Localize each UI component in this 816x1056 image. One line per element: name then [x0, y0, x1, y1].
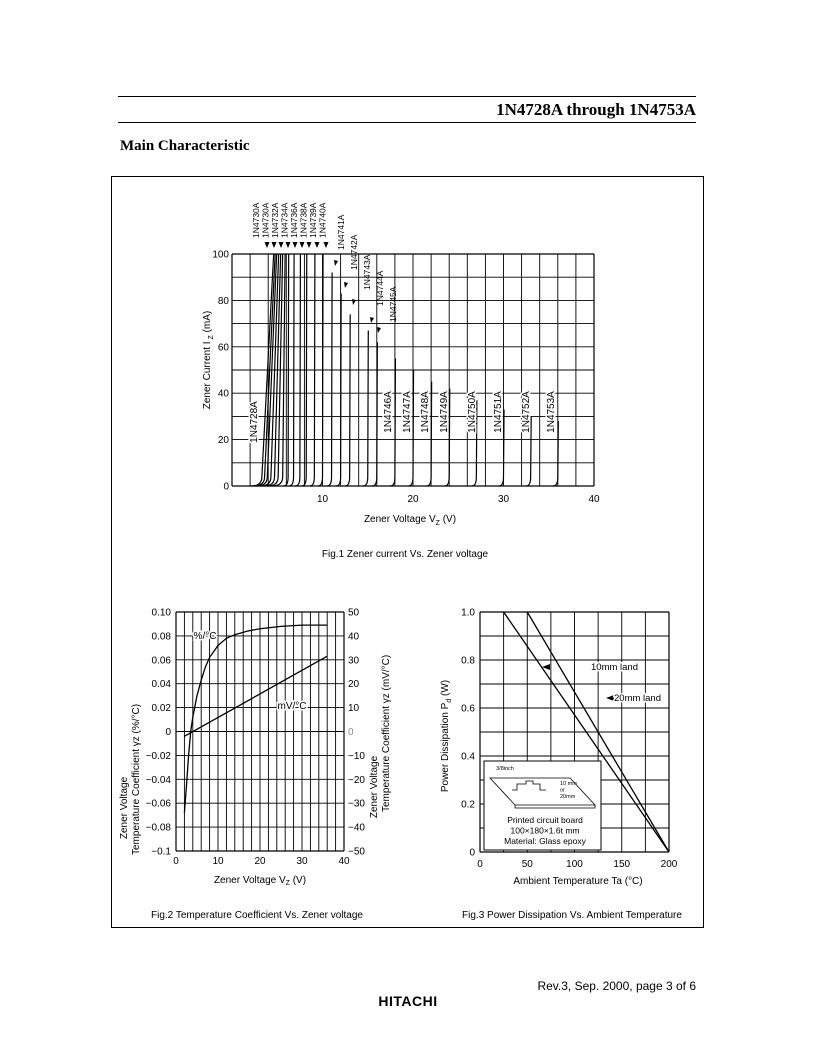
inset-text: 100×180×1.6t mm	[510, 825, 580, 836]
x-tick-label: 50	[521, 859, 533, 870]
x-axis-title-unit: (V)	[289, 875, 307, 886]
x-tick-label: 150	[613, 859, 631, 870]
arrow-marker-icon	[300, 242, 305, 248]
device-label: 1N4746A	[383, 391, 394, 433]
arrow-marker-icon	[307, 242, 312, 248]
y-left-tick-label: −0.1	[151, 846, 171, 858]
arrow-marker-icon	[293, 242, 298, 248]
y-right-tick-label: −10	[348, 750, 365, 762]
y-axis-title	[440, 680, 453, 792]
zener-curve-1N4743A	[345, 314, 350, 486]
x-axis-title	[214, 875, 306, 887]
x-tick-label: 20	[254, 856, 266, 867]
inset-dim-side: or	[560, 787, 565, 794]
device-label: 1N4745A	[388, 286, 398, 322]
y-right-tick-label: −50	[348, 846, 365, 858]
device-label: 1N4739A	[308, 202, 318, 238]
series-label-10mm: 10mm land	[591, 662, 638, 673]
y-left-tick-label: −0.06	[145, 798, 171, 810]
device-label: 1N4749A	[439, 391, 450, 433]
inset-dim-top: 3/8inch	[496, 766, 514, 772]
y-axis-title-main: Zener Current I	[202, 341, 213, 410]
device-label: 1N4742A	[349, 234, 359, 270]
y-left-tick-label: 0	[165, 727, 171, 738]
arrow-marker-icon	[265, 242, 270, 248]
y-left-tick-label: −0.04	[145, 774, 171, 786]
y-tick-label: 20	[217, 435, 229, 447]
series-label-mv: mV/°C	[277, 701, 307, 712]
fig2-temperature-coefficient-chart	[119, 608, 392, 922]
y-tick-label: 80	[217, 295, 229, 307]
fig1-zener-current-chart	[202, 202, 600, 560]
inset-dim-side: 10 mm	[560, 781, 577, 787]
series-label-percent: %/°C	[193, 631, 217, 642]
y-axis-title-sub: d	[446, 698, 453, 703]
y-axis-title-unit: (mA)	[202, 310, 213, 336]
y-right-tick-label: −20	[348, 774, 365, 786]
y-left-tick-label: 0.06	[151, 655, 171, 667]
y-right-tick-label: 40	[348, 631, 360, 643]
arrow-marker-icon	[272, 242, 277, 248]
series-line-percent	[184, 625, 327, 813]
y-axis-title-sub: Z	[208, 335, 215, 342]
y-tick-label: 0	[223, 481, 229, 493]
device-label: 1N4730A	[260, 202, 271, 238]
y-right-tick-label: 30	[348, 655, 360, 667]
x-tick-label: 0	[173, 856, 179, 867]
series-label-20mm: 20mm land	[614, 693, 661, 704]
arrow-marker-icon	[352, 299, 356, 305]
y-left-tick-label: 0.08	[151, 631, 171, 643]
section-title: Main Characteristic	[120, 138, 250, 154]
device-label: 1N4751A	[493, 391, 504, 433]
y-right-tick-label: 20	[348, 679, 360, 691]
arrow-marker-icon	[315, 242, 320, 248]
y-tick-label: 0.2	[461, 799, 475, 811]
y-right-axis-title: Temperature Coefficient γz (mV/°C)	[381, 654, 392, 812]
y-axis-title-main: Power Dissipation P	[440, 702, 451, 793]
x-axis-title-sub: Z	[435, 520, 440, 527]
x-tick-label: 200	[660, 859, 678, 870]
y-tick-label: 100	[212, 249, 229, 261]
y-right-tick-label: 0	[348, 727, 354, 738]
x-tick-label: 30	[296, 856, 308, 867]
y-left-tick-label: 0.04	[151, 679, 171, 691]
device-label: 1N4743A	[362, 254, 372, 290]
device-label: 1N4748A	[420, 391, 431, 433]
footer-revision: Rev.3, Sep. 2000, page 3 of 6	[537, 979, 696, 993]
x-axis-title-unit: (V)	[439, 514, 457, 525]
y-tick-label: 40	[217, 388, 229, 400]
device-label: 1N4744A	[375, 270, 385, 306]
y-left-tick-label: −0.08	[145, 822, 171, 834]
arrow-marker-icon	[377, 327, 381, 333]
device-label: 1N4740A	[317, 202, 328, 238]
y-left-tick-label: −0.02	[145, 750, 171, 762]
arrow-marker-icon	[286, 242, 291, 248]
zener-curve-1N4741A	[327, 273, 332, 486]
device-label: 1N4750A	[467, 391, 478, 433]
device-label: 1N4728A	[249, 401, 260, 443]
y-right-tick-label: 50	[348, 607, 360, 619]
x-axis-title-main: Zener Voltage V	[363, 514, 436, 525]
y-tick-label: 0.4	[461, 751, 475, 763]
x-tick-label: 30	[497, 494, 510, 505]
document-title: 1N4728A through 1N4753A	[496, 100, 696, 119]
x-axis-title-sub: Z	[285, 880, 290, 887]
x-tick-label: 100	[566, 859, 583, 870]
arrow-marker-icon	[606, 695, 614, 701]
arrow-marker-icon	[324, 242, 329, 248]
y-right-tick-label: 10	[348, 703, 360, 715]
arrow-marker-icon	[344, 282, 348, 288]
y-axis-title	[202, 311, 215, 410]
x-axis-title: Ambient Temperature Ta (°C)	[513, 876, 643, 887]
inset-text: Material: Glass epoxy	[504, 836, 586, 846]
y-left-axis-title: Temperature Coefficient γz (%/°C)	[131, 703, 142, 855]
fig3-caption: Fig.3 Power Dissipation Vs. Ambient Temperature	[462, 910, 682, 921]
y-tick-label: 0	[469, 847, 475, 859]
y-right-tick-label: −30	[348, 798, 365, 810]
x-axis-title	[364, 514, 456, 527]
fig3-power-dissipation-chart	[440, 608, 682, 922]
device-label: 1N4741A	[336, 214, 346, 250]
device-label: 1N4730A	[251, 202, 261, 238]
inset-text: Printed circuit board	[507, 815, 583, 825]
arrow-marker-icon	[370, 317, 374, 323]
y-tick-label: 0.6	[461, 703, 475, 715]
inset-dim-side: 20mm	[560, 794, 576, 800]
y-tick-label: 0.8	[461, 655, 475, 667]
device-label: 1N4738A	[298, 202, 309, 238]
y-left-tick-label: 0.02	[151, 703, 171, 715]
y-left-tick-label: 0.10	[151, 607, 171, 619]
y-right-tick-label: −40	[348, 822, 365, 834]
y-left-axis-title: Zener Voltage	[119, 776, 130, 840]
arrow-marker-icon	[279, 242, 284, 248]
x-tick-label: 10	[316, 494, 329, 505]
x-tick-label: 40	[588, 494, 600, 505]
device-label: 1N4752A	[521, 391, 532, 433]
device-label: 1N4732A	[270, 202, 280, 238]
device-label: 1N4734A	[279, 202, 290, 238]
x-tick-label: 10	[212, 856, 224, 867]
y-axis-title-unit: (W)	[440, 679, 451, 699]
y-tick-label: 1.0	[461, 607, 475, 619]
x-tick-label: 0	[477, 859, 483, 870]
device-label: 1N4753A	[546, 391, 557, 433]
device-label: 1N4736A	[289, 202, 299, 238]
x-tick-label: 40	[338, 856, 350, 867]
series-line-mv	[184, 656, 327, 736]
pcb-inset	[484, 761, 601, 850]
x-axis-title-main: Zener Voltage V	[213, 875, 286, 886]
y-right-axis-title: Zener Voltage	[369, 755, 380, 819]
footer-brand: HITACHI	[378, 993, 438, 1009]
y-tick-label: 60	[217, 342, 229, 354]
device-label: 1N4747A	[402, 391, 413, 433]
fig1-caption: Fig.1 Zener current Vs. Zener voltage	[321, 549, 489, 560]
fig2-caption: Fig.2 Temperature Coefficient Vs. Zener voltage	[151, 910, 363, 921]
arrow-marker-icon	[334, 260, 338, 266]
x-tick-label: 20	[407, 494, 419, 505]
